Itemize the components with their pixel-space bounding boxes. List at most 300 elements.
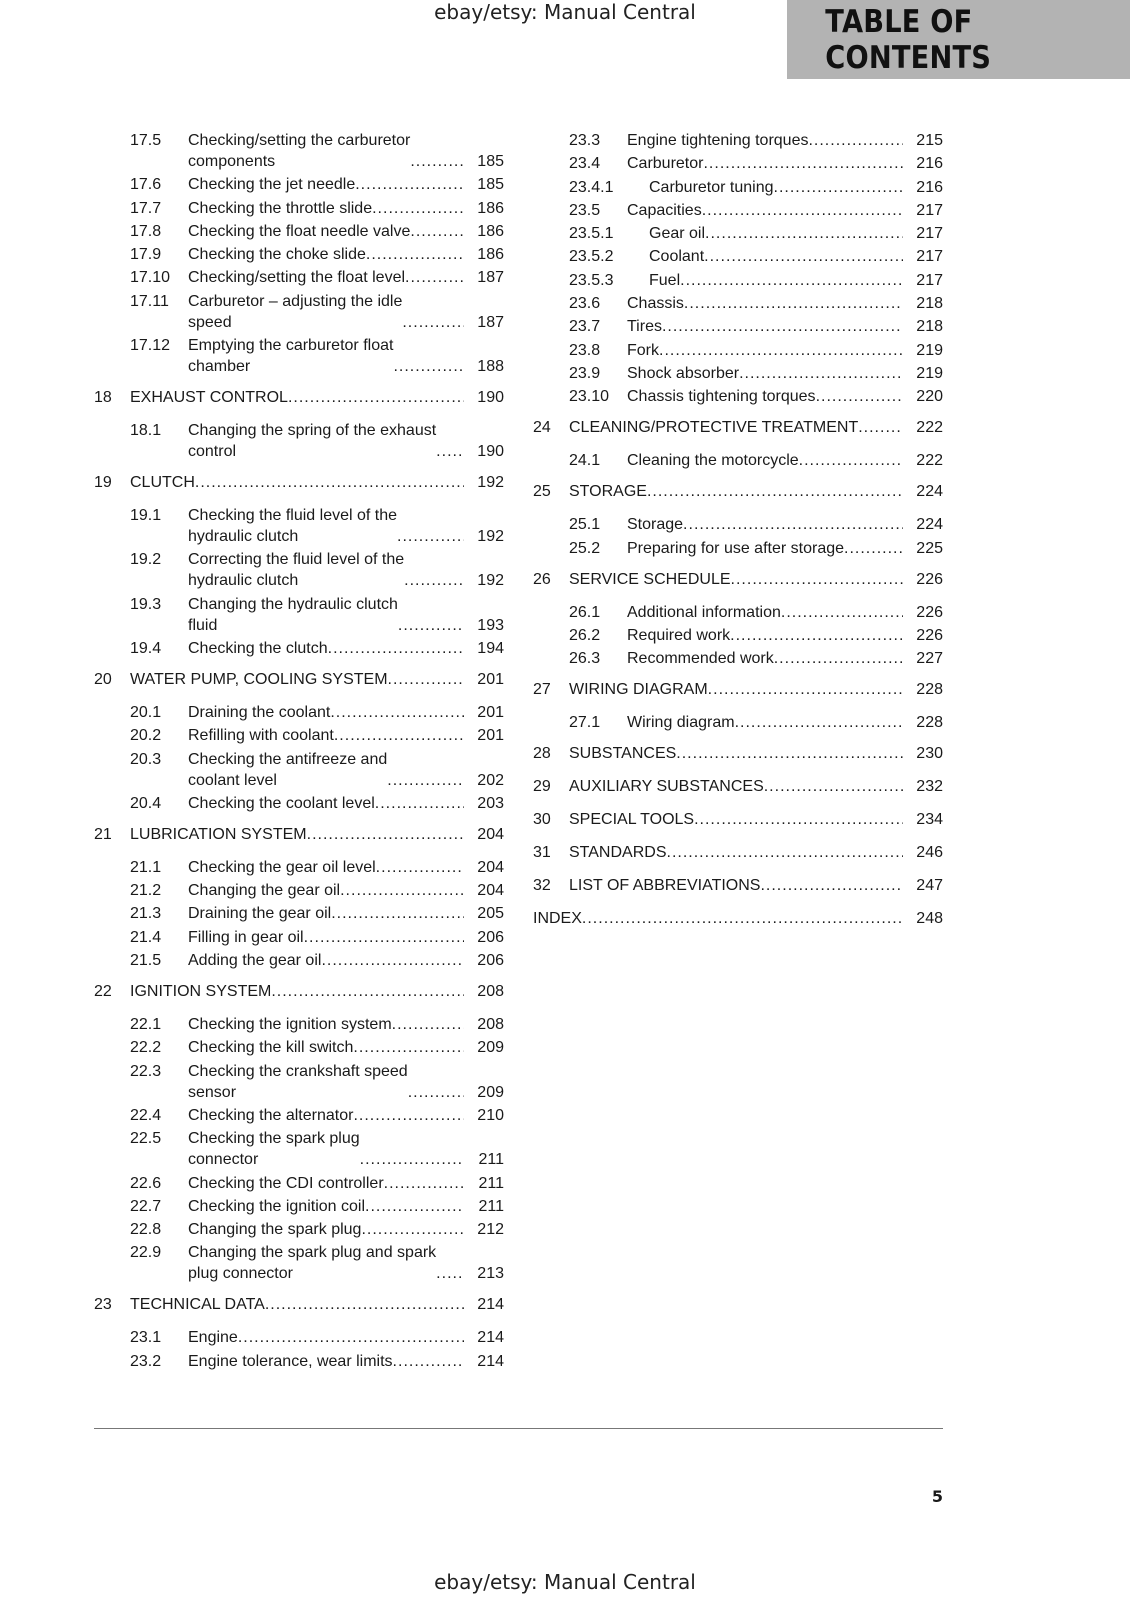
- toc-entry-number: 22.5: [130, 1130, 162, 1148]
- toc-entry-title-text: Changing the spark plug: [188, 1221, 362, 1239]
- toc-entry-page: 210: [477, 1106, 504, 1124]
- toc-section-entry[interactable]: [94, 749, 504, 791]
- dot-leader: [265, 1294, 464, 1315]
- toc-section-entry[interactable]: [533, 223, 943, 244]
- toc-entry-page: 217: [916, 201, 943, 219]
- toc-entry-title: [188, 198, 464, 219]
- toc-entry-number: 21.2: [130, 882, 162, 900]
- toc-section-entry[interactable]: [533, 316, 943, 337]
- dot-leader: [195, 472, 464, 493]
- dot-leader: [436, 441, 464, 462]
- toc-entry-title: [188, 1128, 464, 1170]
- toc-entry-page: 225: [916, 539, 943, 557]
- toc-section-entry[interactable]: [94, 702, 504, 723]
- toc-entry-page: 201: [477, 727, 504, 745]
- toc-entry-page: 226: [916, 603, 943, 621]
- toc-entry-title: [649, 270, 903, 291]
- toc-section-entry[interactable]: [94, 638, 504, 659]
- toc-entry-page: 211: [478, 1197, 504, 1215]
- toc-entry-title: [627, 200, 903, 221]
- toc-entry-number: 27: [533, 681, 551, 699]
- dot-leader: [704, 246, 903, 267]
- toc-entry-title-text: Engine tolerance, wear limits: [188, 1352, 393, 1370]
- toc-entry-title-text: Gear oil: [649, 225, 706, 243]
- toc-entry-page: 227: [916, 650, 943, 668]
- toc-entry-number: 29: [533, 778, 551, 796]
- toc-section-entry[interactable]: [533, 363, 943, 384]
- toc-section-entry[interactable]: [94, 1105, 504, 1126]
- toc-entry-title: [627, 602, 903, 623]
- toc-entry-title-text: Recommended work: [627, 650, 774, 668]
- toc-entry-page: 224: [916, 483, 943, 501]
- watermark-bottom: ebay/etsy: Manual Central: [434, 1570, 696, 1594]
- toc-entry-page: 216: [916, 178, 943, 196]
- toc-entry-title: [627, 538, 903, 559]
- page-title: TABLE OF CONTENTS: [825, 3, 992, 76]
- toc-section-entry[interactable]: [94, 549, 504, 591]
- toc-entry-title-text: Draining the gear oil: [188, 905, 332, 923]
- toc-entry-title-text: LIST OF ABBREVIATIONS: [569, 877, 761, 895]
- toc-entry-page: 247: [916, 877, 943, 895]
- dot-leader: [659, 340, 903, 361]
- toc-entry-title: [188, 927, 464, 948]
- toc-section-entry[interactable]: [94, 903, 504, 924]
- dot-leader: [410, 221, 464, 242]
- toc-section-entry[interactable]: [94, 130, 504, 172]
- dot-leader: [393, 356, 464, 377]
- toc-chapter-entry[interactable]: [94, 472, 504, 493]
- toc-section-entry[interactable]: [94, 594, 504, 636]
- toc-section-entry[interactable]: [94, 1173, 504, 1194]
- toc-entry-title: [569, 481, 903, 502]
- toc-entry-number: 21.5: [130, 952, 162, 970]
- dot-leader: [340, 880, 464, 901]
- toc-chapter-entry[interactable]: [533, 875, 943, 896]
- toc-entry-title-text: CLUTCH: [130, 474, 195, 492]
- toc-entry-title: [188, 174, 464, 195]
- toc-entry-number: 23.3: [569, 132, 601, 149]
- toc-index-entry[interactable]: [533, 908, 943, 929]
- dot-leader: [376, 857, 464, 878]
- dot-leader: [799, 450, 903, 471]
- toc-entry-number: 20.4: [130, 794, 162, 812]
- dot-leader: [858, 417, 903, 438]
- toc-section-entry[interactable]: [533, 450, 943, 471]
- toc-entry-title: [188, 1351, 464, 1372]
- toc-entry-title-text: Fork: [627, 341, 659, 359]
- dot-leader: [760, 875, 903, 896]
- toc-entry-number: 21.1: [130, 858, 162, 876]
- dot-leader: [404, 570, 464, 591]
- toc-entry-title: [569, 875, 903, 896]
- toc-entry-page: 190: [477, 443, 504, 461]
- toc-entry-number: 17.10: [130, 269, 171, 287]
- toc-entry-page: 186: [477, 246, 504, 264]
- toc-chapter-entry[interactable]: [94, 387, 504, 408]
- toc-entry-title-text: WATER PUMP, COOLING SYSTEM: [130, 670, 388, 688]
- dot-leader: [667, 842, 904, 863]
- dot-leader: [680, 270, 903, 291]
- toc-entry-title-text: Tires: [627, 318, 662, 336]
- toc-entry-title: [130, 981, 464, 1002]
- toc-entry-number: 18: [94, 389, 112, 407]
- dot-leader: [355, 174, 464, 195]
- toc-entry-title: [533, 908, 903, 929]
- toc-entry-title-text: Checking the fluid level of the hydraulic clutch: [188, 507, 398, 546]
- toc-entry-number: 18.1: [130, 422, 162, 440]
- toc-section-entry[interactable]: [533, 293, 943, 314]
- toc-entry-number: 23.5.2: [569, 248, 614, 266]
- toc-section-entry[interactable]: [94, 1351, 504, 1372]
- toc-entry-number: 23.2: [130, 1352, 162, 1370]
- toc-section-entry[interactable]: [533, 514, 943, 535]
- toc-entry-title-text: Adding the gear oil: [188, 952, 322, 970]
- toc-entry-title-text: Additional information: [627, 603, 781, 621]
- toc-entry-number: 17.12: [130, 337, 171, 355]
- toc-section-entry[interactable]: [94, 1014, 504, 1035]
- dot-leader: [353, 1105, 464, 1126]
- dot-leader: [647, 481, 903, 502]
- toc-entry-title-text: Carburetor – adjusting the idle speed: [188, 292, 403, 331]
- toc-entry-page: 217: [916, 225, 943, 243]
- toc-section-entry[interactable]: [94, 1242, 504, 1284]
- toc-section-entry[interactable]: [94, 1196, 504, 1217]
- toc-entry-page: 204: [477, 858, 504, 876]
- toc-entry-title: [188, 1105, 464, 1126]
- toc-section-entry[interactable]: [94, 174, 504, 195]
- toc-section-entry[interactable]: [533, 200, 943, 221]
- toc-right-column: [533, 130, 943, 931]
- toc-section-entry[interactable]: [94, 198, 504, 219]
- toc-section-entry[interactable]: [533, 177, 943, 198]
- toc-section-entry[interactable]: [94, 857, 504, 878]
- toc-entry-page: 226: [916, 570, 943, 588]
- toc-entry-title-text: STORAGE: [569, 483, 647, 501]
- toc-entry-title-text: Changing the gear oil: [188, 882, 341, 900]
- toc-entry-number: 21.3: [130, 905, 162, 923]
- toc-entry-number: 17.7: [130, 199, 162, 217]
- toc-section-entry[interactable]: [94, 291, 504, 333]
- toc-section-entry[interactable]: [94, 725, 504, 746]
- toc-entry-title: [569, 679, 903, 700]
- toc-entry-title: [569, 569, 903, 590]
- toc-entry-page: 228: [916, 681, 943, 699]
- toc-chapter-entry[interactable]: [94, 669, 504, 690]
- dot-leader: [708, 679, 903, 700]
- toc-entry-page: 219: [916, 364, 943, 382]
- toc-entry-page: 218: [916, 318, 943, 336]
- toc-entry-page: 208: [477, 1016, 504, 1034]
- toc-section-entry[interactable]: [94, 505, 504, 547]
- toc-entry-number: 23.5.3: [569, 271, 614, 289]
- dot-leader: [397, 526, 464, 547]
- dot-leader: [388, 669, 464, 690]
- toc-entry-page: 211: [478, 1151, 504, 1169]
- page-number: 5: [931, 1487, 943, 1506]
- toc-section-entry[interactable]: [533, 340, 943, 361]
- toc-chapter-entry[interactable]: [533, 569, 943, 590]
- dot-leader: [387, 770, 464, 791]
- dot-leader: [392, 1014, 464, 1035]
- toc-section-entry[interactable]: [533, 246, 943, 267]
- toc-entry-number: 22.1: [130, 1016, 162, 1034]
- toc-entry-number: 19.2: [130, 551, 162, 569]
- toc-entry-number: 20.3: [130, 750, 162, 768]
- toc-entry-number: 22.7: [130, 1197, 162, 1215]
- toc-entry-title-text: Carburetor tuning: [649, 178, 774, 196]
- toc-section-entry[interactable]: [94, 335, 504, 377]
- toc-section-entry[interactable]: [533, 386, 943, 407]
- toc-entry-title: [188, 793, 464, 814]
- toc-entry-page: 214: [477, 1352, 504, 1370]
- toc-entry-page: 202: [477, 771, 504, 789]
- toc-entry-title-text: Coolant: [649, 248, 705, 266]
- toc-section-entry[interactable]: [533, 538, 943, 559]
- toc-entry-title: [627, 363, 903, 384]
- toc-section-entry[interactable]: [94, 1327, 504, 1348]
- toc-entry-page: 226: [916, 626, 943, 644]
- toc-entry-title-text: Checking the float needle valve: [188, 222, 411, 240]
- toc-entry-number: 17.6: [130, 176, 162, 194]
- toc-chapter-entry[interactable]: [94, 981, 504, 1002]
- dot-leader: [408, 1082, 464, 1103]
- toc-entry-title-text: Checking the jet needle: [188, 176, 356, 194]
- toc-entry-title-text: Required work: [627, 626, 731, 644]
- toc-entry-number: 23.5.1: [569, 225, 614, 243]
- dot-leader: [238, 1327, 464, 1348]
- dot-leader: [288, 387, 464, 408]
- dot-leader: [365, 1196, 464, 1217]
- dot-leader: [694, 809, 903, 830]
- toc-entry-page: 209: [477, 1039, 504, 1057]
- toc-entry-number: 26.3: [569, 650, 601, 668]
- toc-entry-title: [188, 130, 464, 172]
- toc-entry-page: 192: [477, 572, 504, 590]
- toc-entry-page: 215: [916, 132, 943, 149]
- toc-entry-title-text: Checking/setting the float level: [188, 269, 406, 287]
- toc-entry-title: [188, 1242, 464, 1284]
- dot-leader: [360, 1149, 464, 1170]
- toc-entry-number: 22.9: [130, 1244, 162, 1262]
- dot-leader: [321, 950, 464, 971]
- toc-section-entry[interactable]: [533, 648, 943, 669]
- toc-entry-title: [188, 903, 464, 924]
- toc-entry-page: 222: [916, 452, 943, 470]
- dot-leader: [402, 312, 464, 333]
- toc-entry-title-text: Wiring diagram: [627, 714, 735, 732]
- toc-entry-title-text: Checking the antifreeze and coolant level: [188, 750, 388, 789]
- toc-entry-number: 23.9: [569, 364, 601, 382]
- toc-entry-title: [627, 293, 903, 314]
- toc-entry-number: 23.1: [130, 1329, 162, 1347]
- toc-entry-title: [130, 669, 464, 690]
- toc-entry-number: 25.2: [569, 539, 601, 557]
- toc-entry-page: 213: [477, 1265, 504, 1283]
- toc-entry-title-text: Cleaning the motorcycle: [627, 452, 799, 470]
- dot-leader: [334, 725, 464, 746]
- toc-entry-number: 17.5: [130, 132, 162, 149]
- dot-leader: [361, 1219, 464, 1240]
- toc-entry-title-text: Storage: [627, 516, 684, 534]
- toc-chapter-entry[interactable]: [533, 679, 943, 700]
- dot-leader: [731, 569, 903, 590]
- toc-entry-title-text: Shock absorber: [627, 364, 740, 382]
- toc-section-entry[interactable]: [94, 1219, 504, 1240]
- toc-entry-title-text: Changing the spring of the exhaust control: [188, 422, 437, 461]
- toc-section-entry[interactable]: [94, 1061, 504, 1103]
- toc-entry-number: 23.7: [569, 318, 601, 336]
- dot-leader: [304, 927, 464, 948]
- toc-section-entry[interactable]: [533, 712, 943, 733]
- toc-entry-title-text: Checking the ignition system: [188, 1016, 392, 1034]
- toc-entry-title: [627, 514, 903, 535]
- toc-entry-page: 230: [916, 745, 943, 763]
- toc-entry-number: 26.2: [569, 626, 601, 644]
- toc-entry-title-text: Filling in gear oil: [188, 928, 304, 946]
- dot-leader: [372, 198, 464, 219]
- toc-entry-page: 224: [916, 516, 943, 534]
- toc-entry-page: 246: [916, 844, 943, 862]
- toc-entry-page: 190: [477, 389, 504, 407]
- toc-entry-title-text: TECHNICAL DATA: [130, 1296, 265, 1314]
- toc-entry-page: 187: [477, 313, 504, 331]
- toc-section-entry[interactable]: [94, 880, 504, 901]
- dot-leader: [844, 538, 903, 559]
- dot-leader: [328, 638, 464, 659]
- toc-entry-title-text: Draining the coolant: [188, 703, 331, 721]
- toc-entry-title-text: Checking the alternator: [188, 1106, 354, 1124]
- toc-entry-page: 185: [477, 176, 504, 194]
- toc-entry-title: [569, 809, 903, 830]
- toc-chapter-entry[interactable]: [533, 481, 943, 502]
- toc-entry-title: [569, 776, 903, 797]
- toc-entry-title-text: Correcting the fluid level of the hydraulic clutch: [188, 551, 405, 590]
- dot-leader: [684, 293, 903, 314]
- toc-entry-title: [649, 177, 903, 198]
- toc-chapter-entry[interactable]: [533, 417, 943, 438]
- toc-entry-number: 25.1: [569, 516, 601, 534]
- toc-entry-page: 192: [477, 528, 504, 546]
- toc-section-entry[interactable]: [94, 927, 504, 948]
- toc-entry-title-text: LUBRICATION SYSTEM: [130, 825, 307, 843]
- toc-chapter-entry[interactable]: [94, 1294, 504, 1315]
- dot-leader: [405, 267, 464, 288]
- toc-entry-title: [188, 1037, 464, 1058]
- toc-section-entry[interactable]: [94, 420, 504, 462]
- dot-leader: [331, 903, 464, 924]
- toc-section-entry[interactable]: [94, 950, 504, 971]
- toc-entry-page: 222: [916, 419, 943, 437]
- dot-leader: [702, 200, 903, 221]
- toc-entry-page: 206: [477, 928, 504, 946]
- toc-section-entry[interactable]: [94, 1037, 504, 1058]
- toc-entry-title: [130, 472, 464, 493]
- dot-leader: [676, 743, 903, 764]
- dot-leader: [582, 908, 903, 929]
- toc-entry-title: [188, 335, 464, 377]
- toc-chapter-entry[interactable]: [533, 809, 943, 830]
- toc-entry-title-text: Carburetor: [627, 155, 704, 173]
- footer-divider: [94, 1428, 943, 1429]
- toc-entry-page: 216: [916, 155, 943, 173]
- toc-entry-number: 23.8: [569, 341, 601, 359]
- toc-entry-page: 194: [477, 639, 504, 657]
- toc-entry-title: [188, 420, 464, 462]
- toc-entry-number: 22.8: [130, 1221, 162, 1239]
- toc-entry-title: [188, 638, 464, 659]
- toc-entry-number: 23.10: [569, 388, 610, 406]
- toc-entry-title-text: EXHAUST CONTROL: [130, 389, 288, 407]
- dot-leader: [764, 776, 903, 797]
- toc-chapter-entry[interactable]: [533, 842, 943, 863]
- toc-section-entry[interactable]: [533, 625, 943, 646]
- toc-section-entry[interactable]: [94, 221, 504, 242]
- toc-entry-number: 22.3: [130, 1062, 162, 1080]
- toc-section-entry[interactable]: [533, 153, 943, 174]
- toc-entry-title-text: Checking the clutch: [188, 639, 328, 657]
- toc-entry-number: 20: [94, 670, 112, 688]
- toc-header-tab: [787, 0, 1130, 79]
- toc-entry-page: 217: [916, 271, 943, 289]
- toc-entry-title: [627, 386, 903, 407]
- toc-entry-title-text: Checking the kill switch: [188, 1039, 354, 1057]
- toc-entry-number: 19.4: [130, 639, 162, 657]
- toc-entry-page: 186: [477, 199, 504, 217]
- toc-chapter-entry[interactable]: [533, 743, 943, 764]
- toc-entry-title: [569, 743, 903, 764]
- toc-entry-page: 214: [477, 1296, 504, 1314]
- toc-entry-title: [188, 244, 464, 265]
- toc-entry-title-text: Checking/setting the carburetor components: [188, 132, 411, 170]
- toc-section-entry[interactable]: [94, 793, 504, 814]
- toc-entry-title-text: AUXILIARY SUBSTANCES: [569, 778, 764, 796]
- toc-entry-title-text: Preparing for use after storage: [627, 539, 845, 557]
- toc-section-entry[interactable]: [94, 244, 504, 265]
- toc-entry-number: 22: [94, 983, 112, 1001]
- toc-section-entry[interactable]: [533, 270, 943, 291]
- toc-entry-title: [188, 1014, 464, 1035]
- toc-left-column: [94, 130, 504, 1374]
- dot-leader: [393, 1351, 464, 1372]
- toc-entry-title: [188, 1327, 464, 1348]
- toc-entry-title: [188, 1196, 464, 1217]
- toc-entry-title: [627, 340, 903, 361]
- toc-entry-number: 23.4.1: [569, 178, 614, 196]
- toc-entry-number: 21.4: [130, 928, 162, 946]
- toc-entry-title: [130, 1294, 464, 1315]
- toc-entry-page: 218: [916, 295, 943, 313]
- toc-section-entry[interactable]: [533, 130, 943, 151]
- dot-leader: [705, 223, 903, 244]
- toc-entry-page: 185: [477, 153, 504, 170]
- toc-entry-page: 220: [916, 388, 943, 406]
- toc-section-entry[interactable]: [533, 602, 943, 623]
- toc-entry-number: 23.5: [569, 201, 601, 219]
- toc-chapter-entry[interactable]: [533, 776, 943, 797]
- toc-section-entry[interactable]: [94, 1128, 504, 1170]
- dot-leader: [774, 648, 903, 669]
- toc-entry-number: 17.11: [130, 292, 169, 310]
- toc-entry-title-text: Checking the coolant level: [188, 794, 375, 812]
- toc-entry-page: 217: [916, 248, 943, 266]
- toc-entry-title: [188, 749, 464, 791]
- toc-entry-title: [188, 594, 464, 636]
- toc-entry-number: 24: [533, 419, 551, 437]
- toc-section-entry[interactable]: [94, 267, 504, 288]
- toc-entry-title: [649, 223, 903, 244]
- toc-chapter-entry[interactable]: [94, 824, 504, 845]
- dot-leader: [375, 793, 464, 814]
